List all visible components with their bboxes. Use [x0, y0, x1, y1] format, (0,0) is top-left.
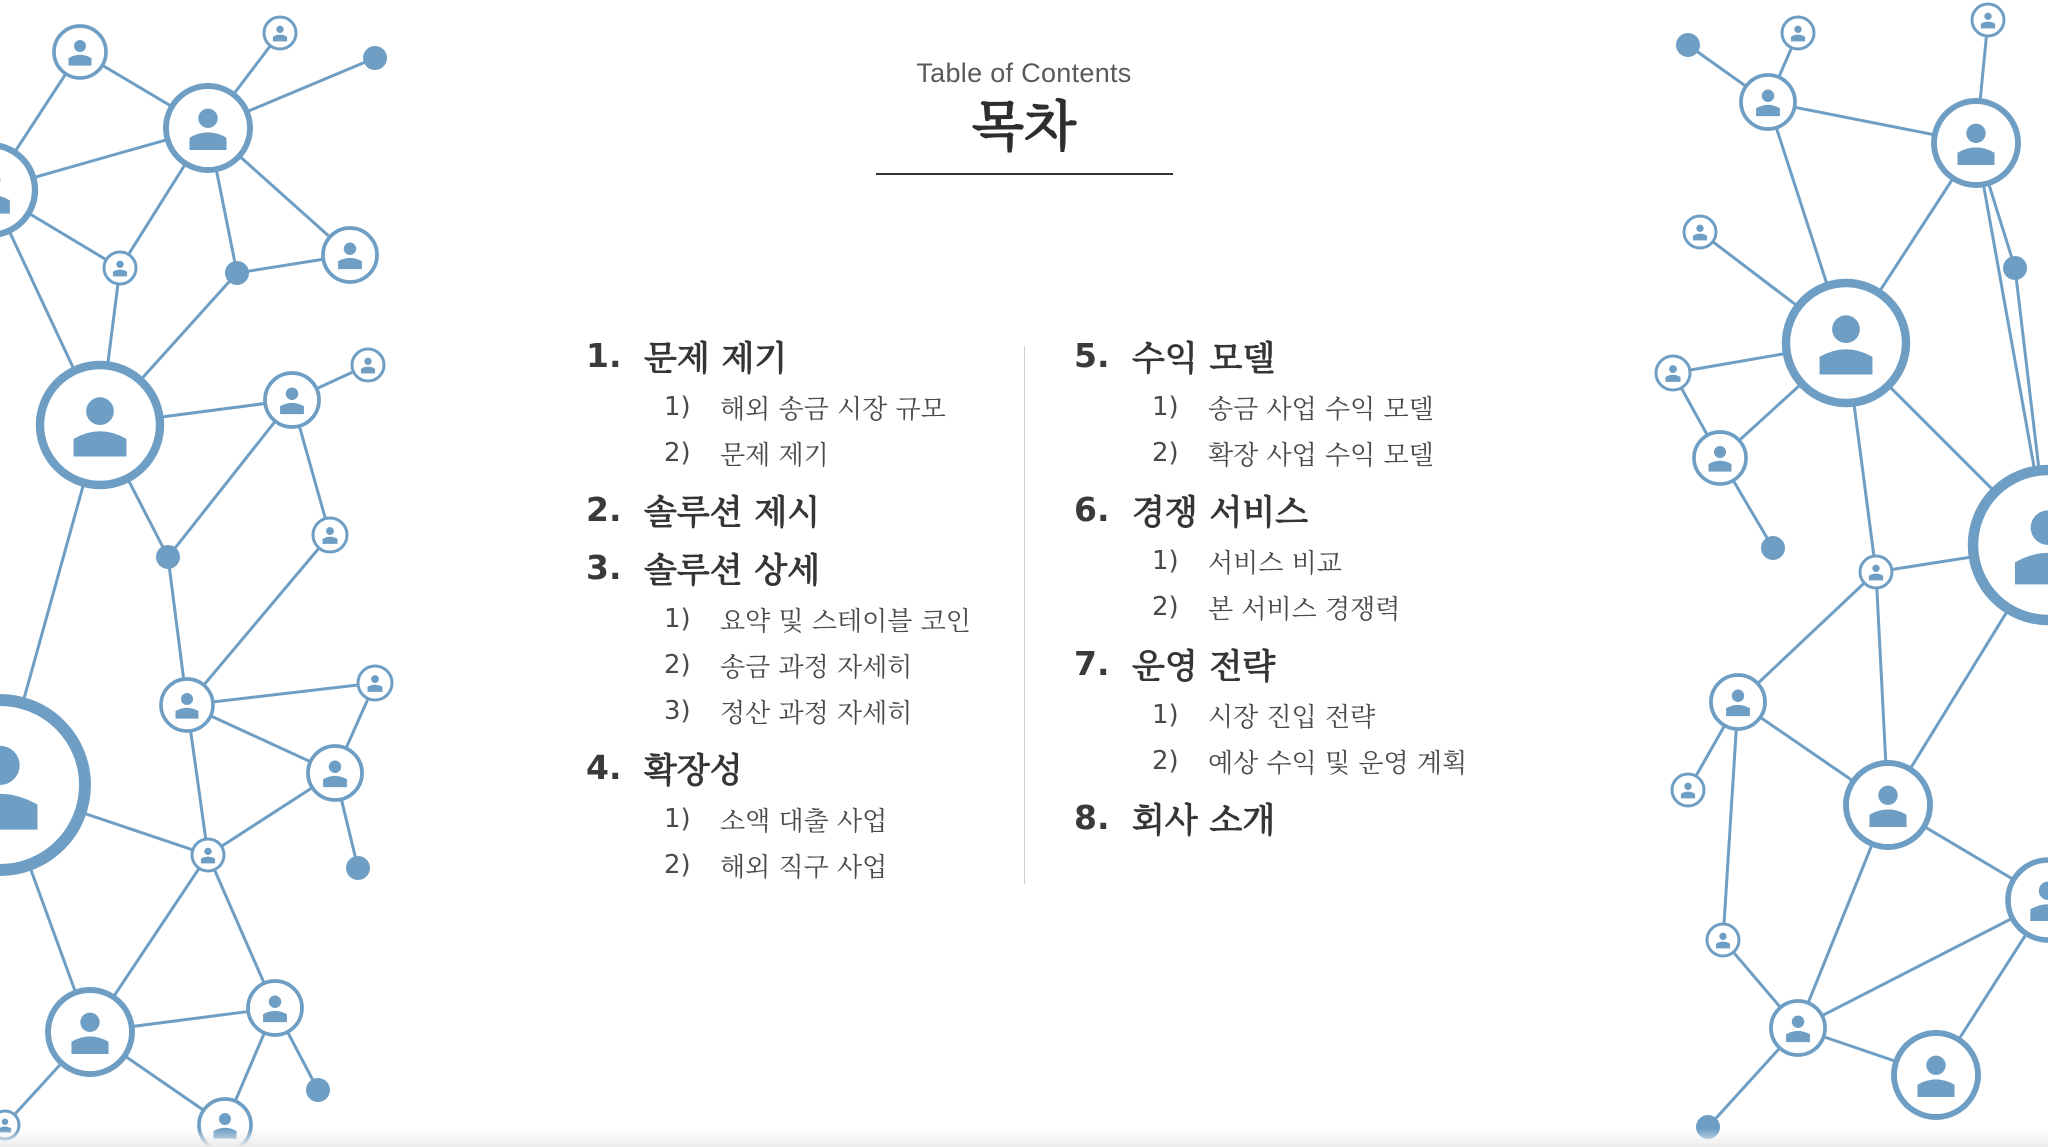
toc-section[interactable] — [1074, 330, 1467, 476]
subitem-title: 소액 대출 사업 — [720, 806, 888, 837]
bottom-shadow — [0, 1129, 2048, 1147]
person-node-icon — [1672, 774, 1704, 806]
section-number: 3. — [586, 547, 622, 587]
toc-subitem[interactable] — [664, 430, 971, 476]
subitem-title: 예상 수익 및 운영 계획 — [1208, 748, 1468, 779]
person-node-icon — [1711, 675, 1765, 729]
person-node-icon — [323, 228, 377, 282]
section-title: 솔루션 상세 — [644, 550, 821, 591]
person-node-icon — [1846, 763, 1930, 847]
section-title: 문제 제기 — [644, 338, 788, 379]
person-node-icon — [308, 746, 362, 800]
toc-section[interactable] — [1074, 792, 1467, 842]
person-node-icon — [1656, 356, 1690, 390]
subitem-number: 1) — [664, 604, 691, 634]
subitem-title: 문제 제기 — [720, 440, 829, 471]
person-node-icon — [1771, 1001, 1825, 1055]
subitem-title: 확장 사업 수익 모델 — [1208, 440, 1434, 471]
section-number: 7. — [1074, 643, 1110, 683]
subitem-number: 1) — [1152, 392, 1179, 422]
person-node-icon — [1707, 924, 1739, 956]
toc-subitem[interactable] — [1152, 430, 1467, 476]
network-dot-icon — [306, 1078, 330, 1102]
toc-section[interactable] — [1074, 638, 1467, 784]
section-title: 확장성 — [644, 750, 743, 791]
subitem-number: 1) — [664, 804, 691, 834]
person-node-icon — [264, 17, 296, 49]
toc-section[interactable] — [586, 542, 971, 734]
subitem-title: 본 서비스 경쟁력 — [1208, 594, 1401, 625]
toc-section[interactable] — [586, 742, 971, 888]
toc-subitem[interactable] — [1152, 584, 1467, 630]
subitem-number: 1) — [1152, 700, 1179, 730]
subitem-title: 요약 및 스테이블 코인 — [720, 606, 971, 637]
subitem-number: 3) — [664, 696, 691, 726]
subitem-title: 송금 사업 수익 모델 — [1208, 394, 1434, 425]
toc-section-heading[interactable] — [586, 542, 971, 592]
section-number: 8. — [1074, 797, 1110, 837]
person-node-icon — [2008, 860, 2048, 940]
subitem-title: 해외 송금 시장 규모 — [720, 394, 946, 425]
subitem-title: 송금 과정 자세히 — [720, 652, 913, 683]
toc-subitem[interactable] — [664, 596, 971, 642]
subitem-title: 정산 과정 자세히 — [720, 698, 913, 729]
section-number: 1. — [586, 335, 622, 375]
toc-section[interactable] — [586, 330, 971, 476]
right-network-illustration — [1628, 0, 2048, 1147]
section-title: 수익 모델 — [1132, 338, 1276, 379]
person-node-icon — [48, 990, 132, 1074]
title-underline — [876, 173, 1173, 175]
person-node-icon — [1782, 17, 1814, 49]
section-number: 6. — [1074, 489, 1110, 529]
toc-right-column — [1074, 330, 1467, 846]
toc-left-column — [586, 330, 971, 888]
toc-section-heading[interactable] — [1074, 638, 1467, 688]
person-node-icon — [1972, 4, 2004, 36]
subitem-title: 시장 진입 전략 — [1208, 702, 1376, 733]
person-node-icon — [192, 839, 224, 871]
toc-subtitle: Table of Contents — [916, 58, 1132, 88]
person-node-icon — [1786, 283, 1906, 403]
subitem-title: 해외 직구 사업 — [720, 852, 888, 883]
toc-subitem[interactable] — [664, 642, 971, 688]
person-node-icon — [248, 981, 302, 1035]
section-title: 운영 전략 — [1132, 646, 1276, 687]
person-node-icon — [358, 666, 392, 700]
subitem-number: 2) — [664, 650, 691, 680]
column-divider — [1024, 346, 1025, 884]
network-dot-icon — [225, 261, 249, 285]
person-node-icon — [265, 373, 319, 427]
toc-section-heading[interactable] — [586, 484, 971, 534]
toc-subitem[interactable] — [664, 688, 971, 734]
subitem-number: 2) — [1152, 592, 1179, 622]
person-node-icon — [0, 700, 85, 870]
network-dot-icon — [346, 856, 370, 880]
toc-section-heading[interactable] — [586, 330, 971, 380]
section-title: 경쟁 서비스 — [1132, 492, 1309, 533]
person-node-icon — [1860, 556, 1892, 588]
left-network-illustration — [0, 0, 420, 1147]
person-node-icon — [313, 518, 347, 552]
network-dot-icon — [156, 545, 180, 569]
network-dot-icon — [1676, 33, 1700, 57]
toc-subitem[interactable] — [664, 796, 971, 842]
person-node-icon — [1684, 216, 1716, 248]
network-dot-icon — [1761, 536, 1785, 560]
toc-section[interactable] — [586, 484, 971, 534]
toc-subitem[interactable] — [664, 384, 971, 430]
person-node-icon — [1973, 470, 2048, 620]
person-node-icon — [1894, 1033, 1978, 1117]
subitem-number: 2) — [1152, 438, 1179, 468]
person-node-icon — [352, 349, 384, 381]
section-title: 회사 소개 — [1132, 800, 1276, 841]
subitem-number: 1) — [1152, 546, 1179, 576]
network-dot-icon — [2003, 256, 2027, 280]
toc-section-heading[interactable] — [1074, 330, 1467, 380]
toc-subitem[interactable] — [1152, 692, 1467, 738]
toc-subitem[interactable] — [1152, 384, 1467, 430]
section-title: 솔루션 제시 — [644, 492, 821, 533]
subitem-number: 2) — [664, 850, 691, 880]
person-node-icon — [40, 365, 160, 485]
person-node-icon — [1694, 432, 1746, 484]
toc-subitem[interactable] — [664, 842, 971, 888]
toc-section[interactable] — [1074, 484, 1467, 630]
toc-section-heading[interactable] — [1074, 792, 1467, 842]
toc-section-heading[interactable] — [586, 742, 971, 792]
section-number: 2. — [586, 489, 622, 529]
subitem-number: 2) — [664, 438, 691, 468]
person-node-icon — [161, 679, 213, 731]
toc-subitem[interactable] — [1152, 538, 1467, 584]
section-number: 4. — [586, 747, 622, 787]
section-number: 5. — [1074, 335, 1110, 375]
page-title: 목차 — [971, 95, 1077, 158]
toc-subitem[interactable] — [1152, 738, 1467, 784]
header — [0, 58, 2048, 159]
subitem-title: 서비스 비교 — [1208, 548, 1342, 579]
subitem-number: 2) — [1152, 746, 1179, 776]
person-node-icon — [104, 252, 136, 284]
subitem-number: 1) — [664, 392, 691, 422]
toc-section-heading[interactable] — [1074, 484, 1467, 534]
